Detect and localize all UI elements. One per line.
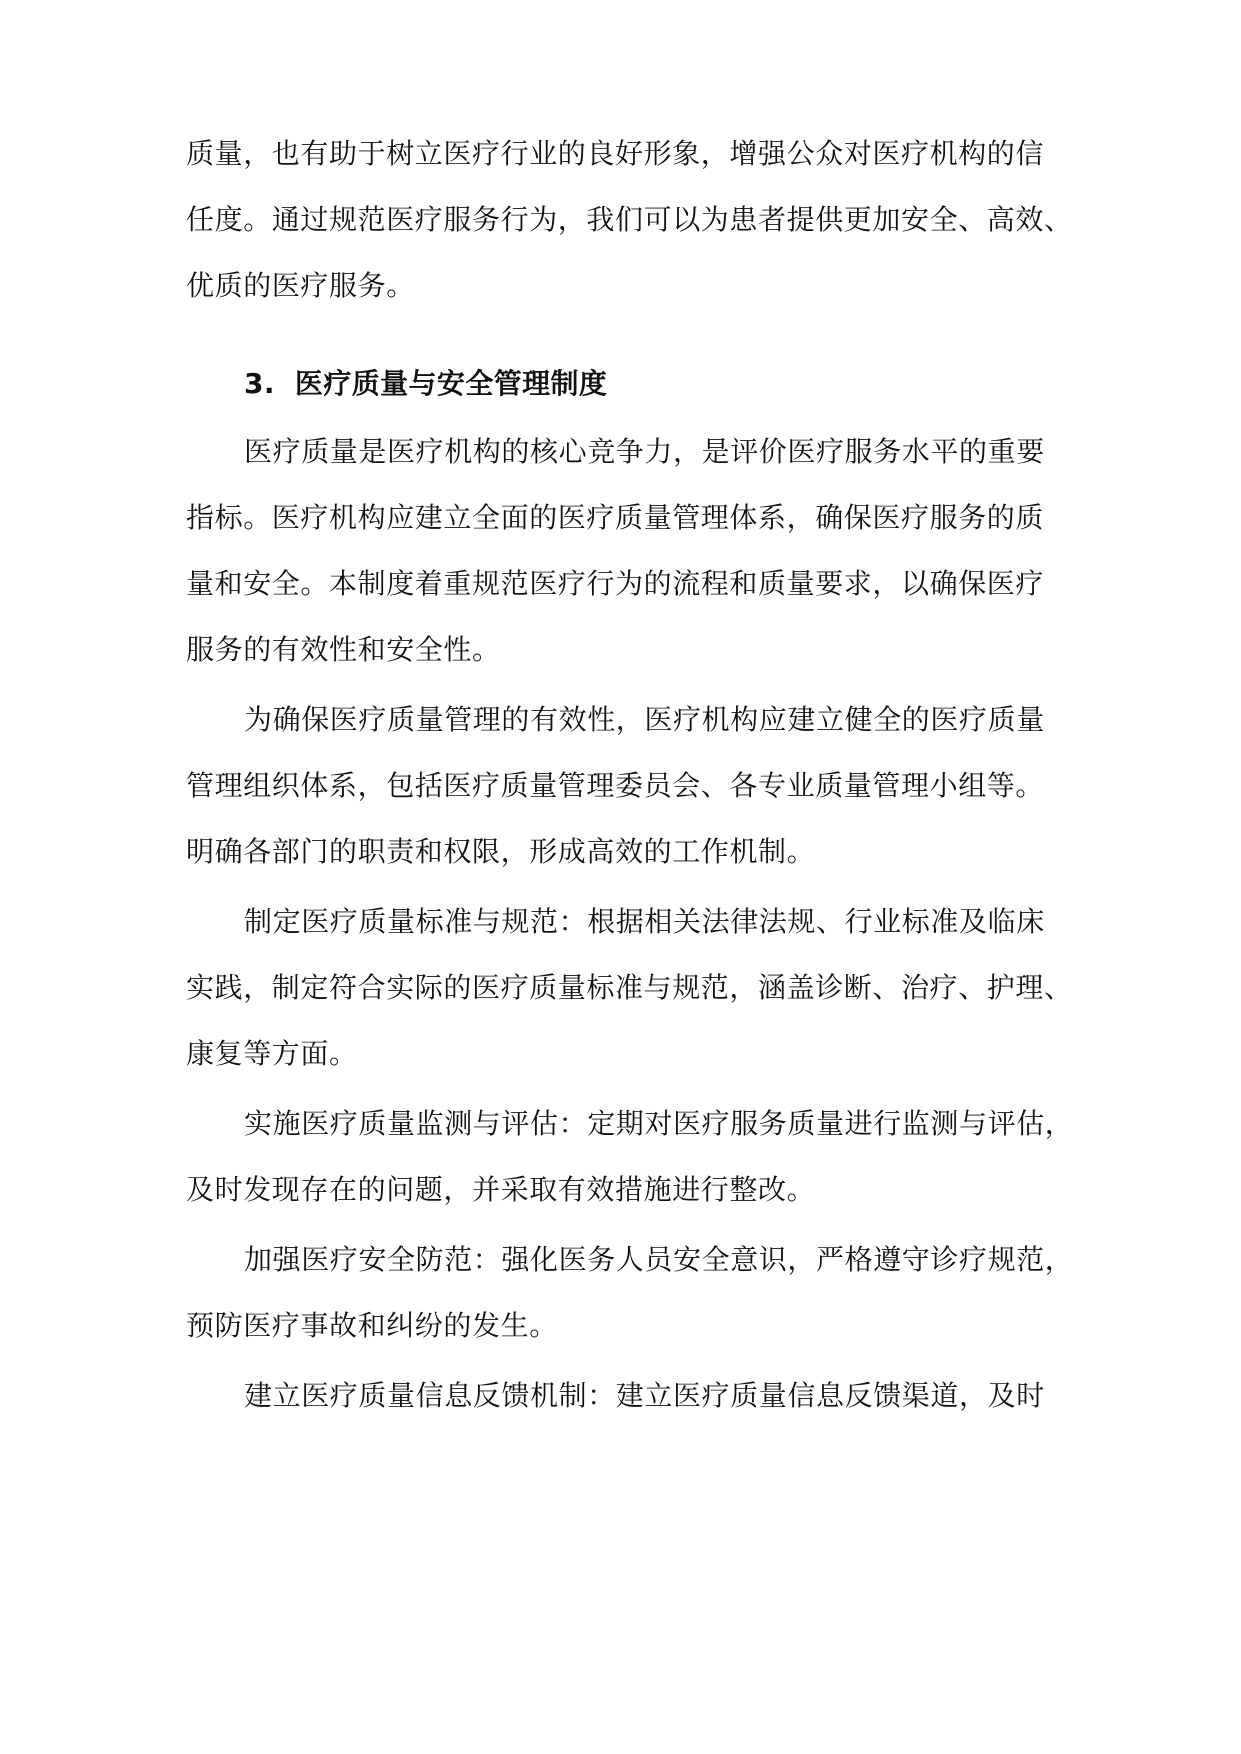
paragraph-line: 指标。医疗机构应建立全面的医疗质量管理体系，确保医疗服务的质: [186, 501, 1045, 534]
paragraph-line: 服务的有效性和安全性。: [186, 633, 501, 666]
paragraph-line: 任度。通过规范医疗服务行为，我们可以为患者提供更加安全、高效、: [186, 203, 1073, 236]
paragraph-line: 医疗质量是医疗机构的核心竞争力，是评价医疗服务水平的重要: [244, 435, 1045, 468]
paragraph-line: 建立医疗质量信息反馈机制：建立医疗质量信息反馈渠道，及时: [244, 1379, 1045, 1412]
paragraph-line: 质量，也有助于树立医疗行业的良好形象，增强公众对医疗机构的信: [186, 137, 1045, 170]
paragraph-line: 实施医疗质量监测与评估：定期对医疗服务质量进行监测与评估，: [244, 1107, 1074, 1140]
paragraph-line: 加强医疗安全防范：强化医务人员安全意识，严格遵守诊疗规范，: [244, 1243, 1074, 1276]
paragraph-line: 管理组织体系，包括医疗质量管理委员会、各专业质量管理小组等。: [186, 769, 1045, 802]
paragraph-line: 为确保医疗质量管理的有效性，医疗机构应建立健全的医疗质量: [244, 703, 1045, 736]
paragraph-line: 量和安全。本制度着重规范医疗行为的流程和质量要求，以确保医疗: [186, 567, 1045, 600]
paragraph-line: 制定医疗质量标准与规范：根据相关法律法规、行业标准及临床: [244, 905, 1045, 938]
section-number: 3.: [244, 367, 275, 400]
paragraph-line: 及时发现存在的问题，并采取有效措施进行整改。: [186, 1173, 816, 1206]
paragraph-line: 康复等方面。: [186, 1037, 358, 1070]
section-title: 医疗质量与安全管理制度: [294, 367, 608, 400]
paragraph-line: 实践，制定符合实际的医疗质量标准与规范，涵盖诊断、治疗、护理、: [186, 971, 1073, 1004]
paragraph-line: 预防医疗事故和纠纷的发生。: [186, 1309, 558, 1342]
paragraph-line: 优质的医疗服务。: [186, 269, 415, 302]
section-heading: [244, 364, 1124, 404]
paragraph-line: 明确各部门的职责和权限，形成高效的工作机制。: [186, 835, 816, 868]
